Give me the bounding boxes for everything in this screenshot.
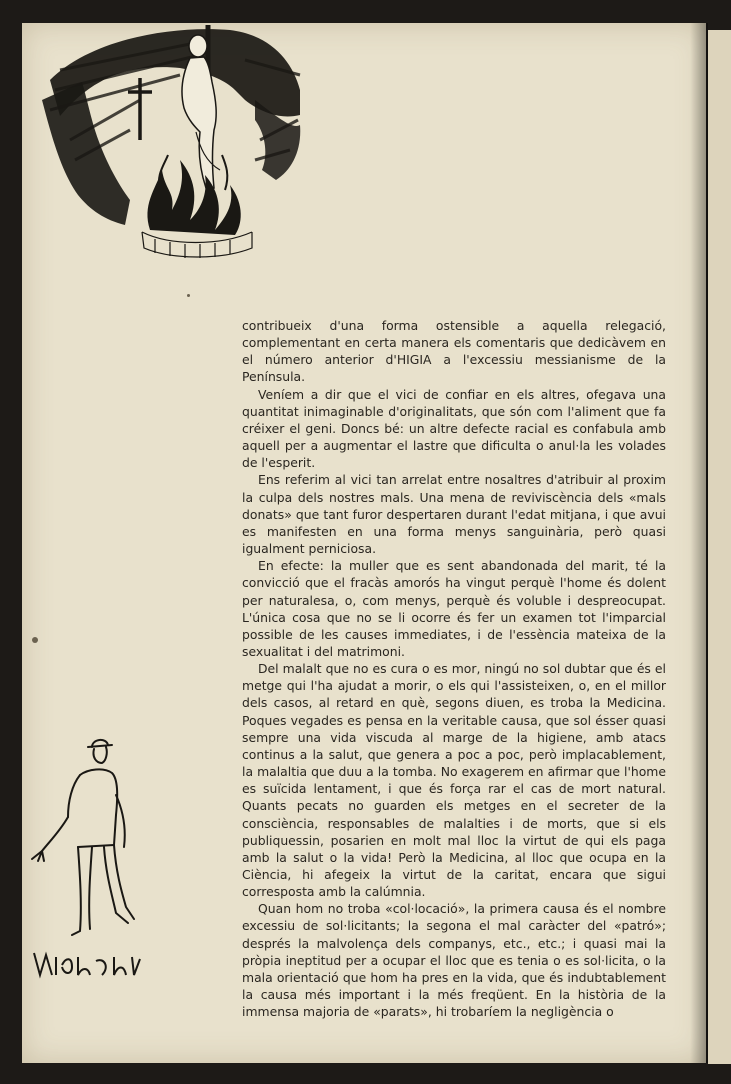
burning-stake-illustration (30, 20, 310, 260)
paragraph: Ens referim al vici tan arrelat entre nosaltres d'atribuir al proxim la culpa dels nostres mals. Una mena de reviviscència dels «mals donats» que tant furor despertaren durant l'edat mitjana, i que avui es manifesten en una forma menys sanguinària, però quasi igualment perniciosa. (242, 472, 666, 557)
paragraph: En efecte: la muller que es sent abandonada del marit, té la convicció que el fracàs amorós ha vingut perquè l'home és dolent per naturalesa, o, com menys, perquè és voluble i despreocupat. L'única cosa que no se li ocorre és fer un examen tot l'imparcial possible de les causes immediates, i de l'essència mateixa de la sexualitat i del matrimoni. (242, 558, 666, 659)
adjacent-page-edge (708, 30, 731, 1064)
standing-man-illustration (20, 735, 160, 990)
paragraph: Veníem a dir que el vici de confiar en els altres, ofegava una quantitat inimaginable d'originalitats, que són com l'aliment que fa créixer el geni. Doncs bé: un altre defecte racial es confabula amb aquell per a augmentar el lastre que dificulta o anul·la les volades de l'esperit. (242, 386, 666, 471)
paper-speck (32, 637, 38, 643)
article-body (242, 317, 666, 1020)
page-gutter-shadow (690, 23, 708, 1063)
paper-speck (187, 294, 190, 297)
paragraph: Quan hom no troba «col·locació», la primera causa és el nombre excessiu de sol·licitants; la segona el mal caràcter del «patró»; després la malvolença dels companys, etc., etc.; i quasi mai la pròpia ineptitud per a ocupar el lloc que es tenia o es sol·licita, o la mala orientació que hom ha pres en la vida, que és indubtablement la causa més important i la més freqüent. En la història de la immensa majoria de «parats», hi trobaríem la negligència o (242, 901, 666, 1020)
paragraph: Del malalt que no es cura o es mor, ningú no sol dubtar que és el metge qui l'ha ajudat a morir, o els qui l'assisteixen, o, en el millor dels casos, al retard en què, segons diuen, es troba la Medicina. Poques vegades es pensa en la veritable causa, que sol ésser quasi sempre una vida viscuda al marge de la higiene, amb atacs continus a la salut, que genera a poc a poc, però implacablement, la malaltia que duu a la tomba. No exagerem en afirmar que l'home es suïcida lentament, i que és força rar el cas de mort natural. Quants pecats no guarden els metges en el secreter de la consciència, responsables de malalties i de morts, que si els publiquessin, posarien en molt mal lloc la virtut de qui els paga amb la salut o la vida! Però la Medicina, al lloc que ocupa en la Ciència, hi afegeix la virtut de la caritat, encara que sigui corresposta amb la calúmnia. (242, 661, 666, 900)
paragraph: contribueix d'una forma ostensible a aquella relegació, complementant en certa manera els comentaris que dedicàvem en el número anterior d'HIGIA a l'excessiu messianisme de la Península. (242, 318, 666, 385)
